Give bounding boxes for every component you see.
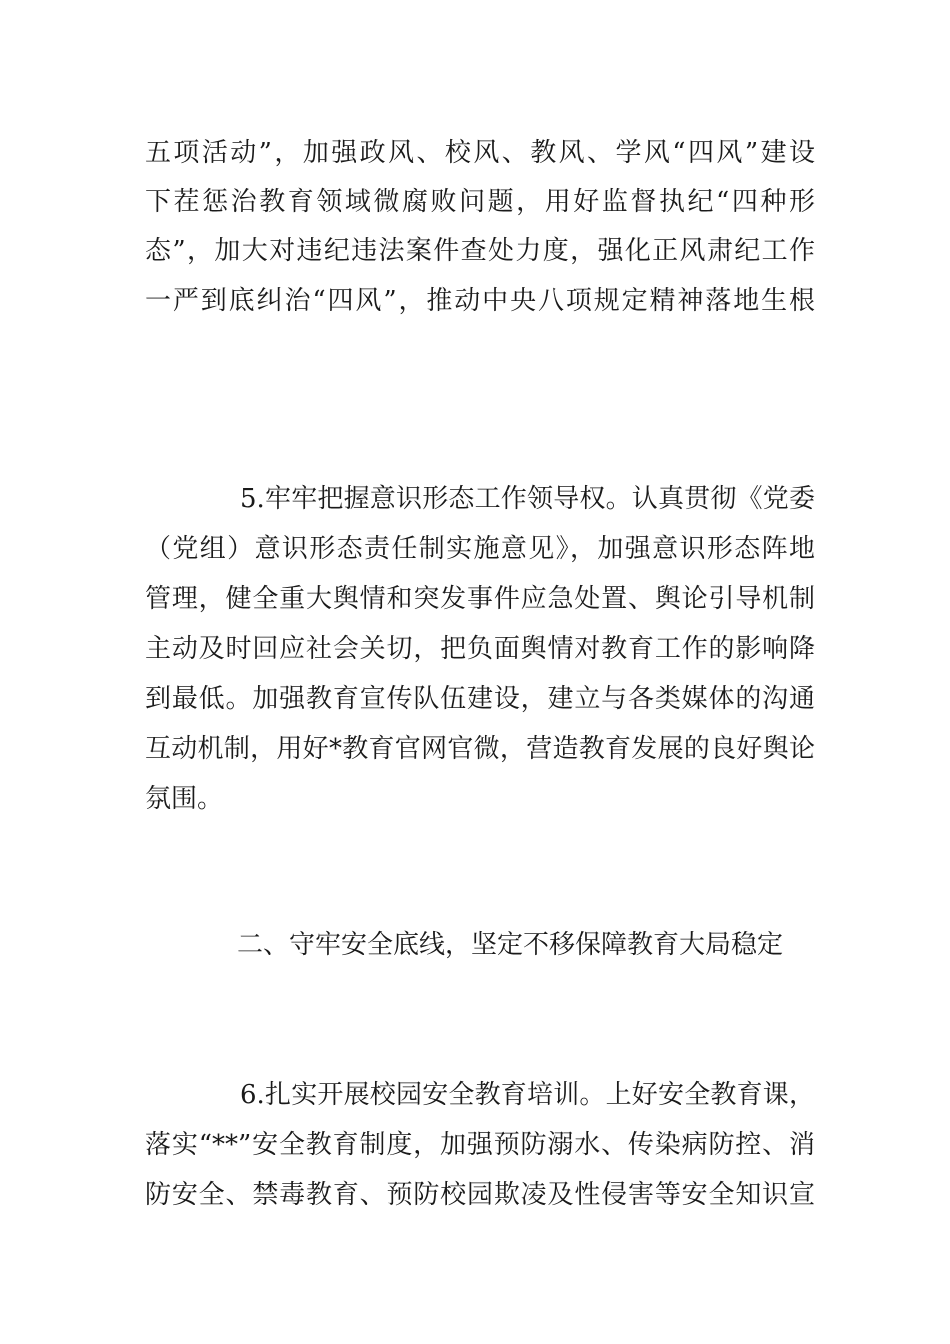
paragraph-line: 落实“**”安全教育制度，加强预防溺水、传染病防控、消: [145, 1130, 815, 1160]
section-heading: 二、守牢安全底线，坚定不移保障教育大局稳定: [237, 930, 784, 960]
paragraph-line: 主动及时回应社会关切，把负面舆情对教育工作的影响降: [145, 634, 815, 664]
paragraph-line: 一严到底纠治“四风”，推动中央八项规定精神落地生根: [145, 286, 815, 316]
paragraph-line: （党组）意识形态责任制实施意见》，加强意识形态阵地: [145, 534, 815, 564]
paragraph-line: 6.扎实开展校园安全教育培训。上好安全教育课，: [240, 1080, 815, 1110]
paragraph-line: 互动机制，用好*教育官网官微，营造教育发展的良好舆论: [145, 734, 815, 764]
paragraph-line: 五项活动”，加强政风、校风、教风、学风“四风”建设: [145, 138, 815, 168]
paragraph-line: 管理，健全重大舆情和突发事件应急处置、舆论引导机制: [145, 584, 815, 614]
paragraph-line: 氛围。: [145, 784, 224, 814]
paragraph-line: 态”，加大对违纪违法案件查处力度，强化正风肃纪工作: [145, 236, 815, 266]
paragraph-line: 到最低。加强教育宣传队伍建设，建立与各类媒体的沟通: [145, 684, 815, 714]
paragraph-line: 下茬惩治教育领域微腐败问题，用好监督执纪“四种形: [145, 187, 815, 217]
paragraph-line: 5.牢牢把握意识形态工作领导权。认真贯彻《党委: [240, 484, 815, 514]
paragraph-line: 防安全、禁毒教育、预防校园欺凌及性侵害等安全知识宣: [145, 1180, 815, 1210]
